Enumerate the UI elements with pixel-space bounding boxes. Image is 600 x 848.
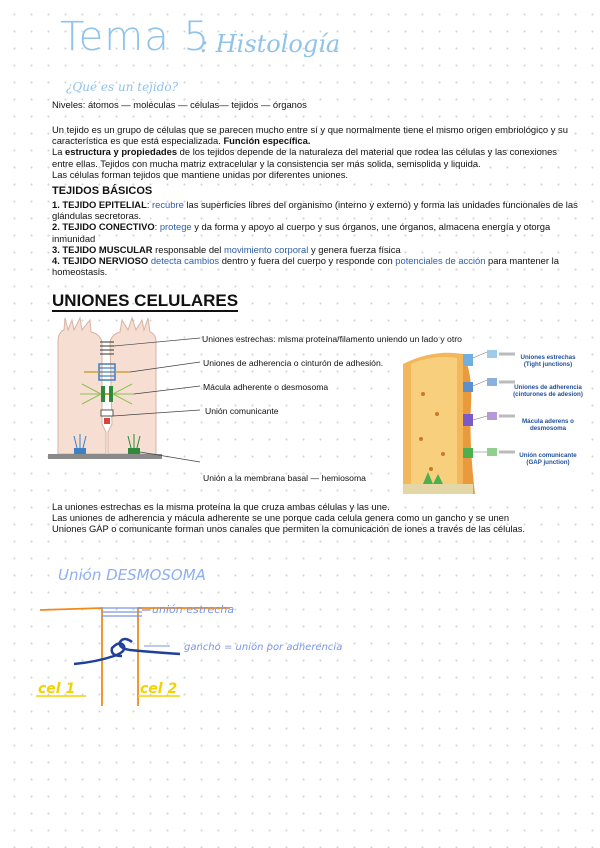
cell-1-label: cel 1 bbox=[38, 681, 76, 697]
basic-tissues-heading: TEJIDOS BÁSICOS bbox=[52, 185, 153, 197]
note-line: La uniones estrechas es la misma proteína la que cruza ambas células y las une. bbox=[52, 501, 390, 512]
figure-label-desmosome: Mácula aderens o desmosoma bbox=[522, 418, 574, 433]
note-line: Las uniones de adherencia y mácula adherente se une porque cada celula genera como un gancho y se unen bbox=[52, 512, 510, 524]
cell-right bbox=[108, 318, 156, 454]
gap-junction bbox=[101, 410, 113, 424]
page-subtitle: : Histología bbox=[200, 30, 341, 58]
tissue-highlight: detecta cambios bbox=[150, 255, 220, 267]
unions-heading: UNIONES CELULARES bbox=[52, 291, 239, 310]
tissue-label: 3. TEJIDO MUSCULAR bbox=[52, 243, 153, 255]
tissue-highlight: movimiento corporal bbox=[223, 243, 309, 255]
label-gap-junction: Unión comunicante bbox=[205, 406, 279, 416]
page-title: Tema 5 bbox=[60, 14, 210, 60]
basic-tissues-section bbox=[52, 185, 580, 277]
question-heading: ¿Qué es un tejido? bbox=[66, 80, 179, 94]
intro-paragraph-3: Las células forman tejidos que mantiene unidas por diferentes uniones. bbox=[52, 168, 349, 180]
hook-left bbox=[74, 643, 124, 664]
desmosome bbox=[80, 384, 134, 404]
intro-paragraph-2 bbox=[52, 146, 580, 168]
tissue-item bbox=[52, 255, 580, 277]
tissue-rest: para mantener la homeostasis. bbox=[52, 255, 559, 278]
desmosoma-heading: Unión DESMOSOMA bbox=[58, 566, 206, 584]
tissue-mid: dentro y fuera del cuerpo y responde con bbox=[219, 255, 396, 267]
label-desmosome: Mácula adherente o desmosoma bbox=[203, 382, 329, 392]
tissue-item bbox=[52, 221, 580, 243]
tissue-label: 1. TEJIDO EPITELIAL bbox=[52, 199, 147, 210]
tissue-label: 4. TEJIDO NERVIOSO bbox=[52, 255, 149, 267]
tissue-highlight: recubre bbox=[152, 199, 184, 210]
hook-label: gancho = unión por adherencia bbox=[184, 642, 343, 653]
tissue-item bbox=[52, 244, 580, 255]
tissue-label: 2. TEJIDO CONECTIVO bbox=[52, 221, 155, 233]
note-line: Uniones GAP o comunicante forman unos canales que permiten la comunicación de iones a través de las células. bbox=[52, 523, 526, 535]
tissue-rest: y genera fuerza física bbox=[308, 243, 401, 255]
tissue-sep: : bbox=[146, 199, 153, 210]
cell-junction-diagram bbox=[44, 312, 204, 464]
intro-p1-text: Un tejido es un grupo de células que se parecen mucho entre sí y que normalmente tiene el mismo origen embriológico y su característica es que está especializada. bbox=[52, 124, 568, 147]
figure-label-adherens: Uniones de adherencia (cinturones de adesion) bbox=[513, 384, 583, 399]
tight-union-label: unión estrecha bbox=[152, 603, 235, 616]
basal-membrane bbox=[48, 454, 162, 459]
intro-paragraph-1 bbox=[52, 124, 580, 146]
tissue-sep: responsable del bbox=[152, 243, 224, 255]
intro-p2-prefix: La bbox=[52, 146, 66, 158]
cell-left bbox=[58, 318, 106, 454]
label-hemidesmosome: Unión a la membrana basal — hemiosoma bbox=[203, 473, 366, 483]
intro-p2-bold: estructura y propiedades bbox=[65, 146, 178, 158]
tissue-item bbox=[52, 199, 580, 221]
levels-text: Niveles: átomos — moléculas — células— tejidos — órganos bbox=[52, 99, 307, 110]
figure-label-gap: Unión comunicante (GAP junction) bbox=[519, 452, 577, 467]
label-adherens-junction: Uniones de adherencia o cinturón de adhesión. bbox=[203, 358, 384, 368]
unions-notes bbox=[52, 501, 582, 535]
label-tight-junction: Uniones estrechas: misma proteína/filamento uniendo un lado y otro bbox=[202, 334, 462, 344]
tissue-highlight: protege bbox=[159, 221, 192, 233]
tight-junction-lines bbox=[102, 608, 150, 616]
tissue-rest: las superficies libres del organismo (interno y externo) y forma las unidades funcionales de las glándulas secretoras. bbox=[52, 199, 578, 222]
cell-2-label: cel 2 bbox=[140, 681, 178, 697]
figure-label-tight: Uniones estrechas (Tight junctions) bbox=[520, 354, 576, 369]
intro-p1-bold: Función específica. bbox=[223, 135, 311, 147]
tissue-rest: y da forma y apoyo al cuerpo y sus órganos, une órganos, almacena energía y otorga inmunidad bbox=[52, 221, 551, 244]
intro-block bbox=[52, 124, 580, 180]
intro-p2-rest: de los tejidos depende de la naturaleza del material que rodea las células y las conexiones entre ellas. Tejidos con mucha matriz extracelular y la consistencia ser más solida, semisolida y liquida. bbox=[52, 146, 557, 169]
tissue-sep: : bbox=[154, 221, 160, 233]
tissue-highlight-2: potenciales de acción bbox=[395, 255, 486, 267]
